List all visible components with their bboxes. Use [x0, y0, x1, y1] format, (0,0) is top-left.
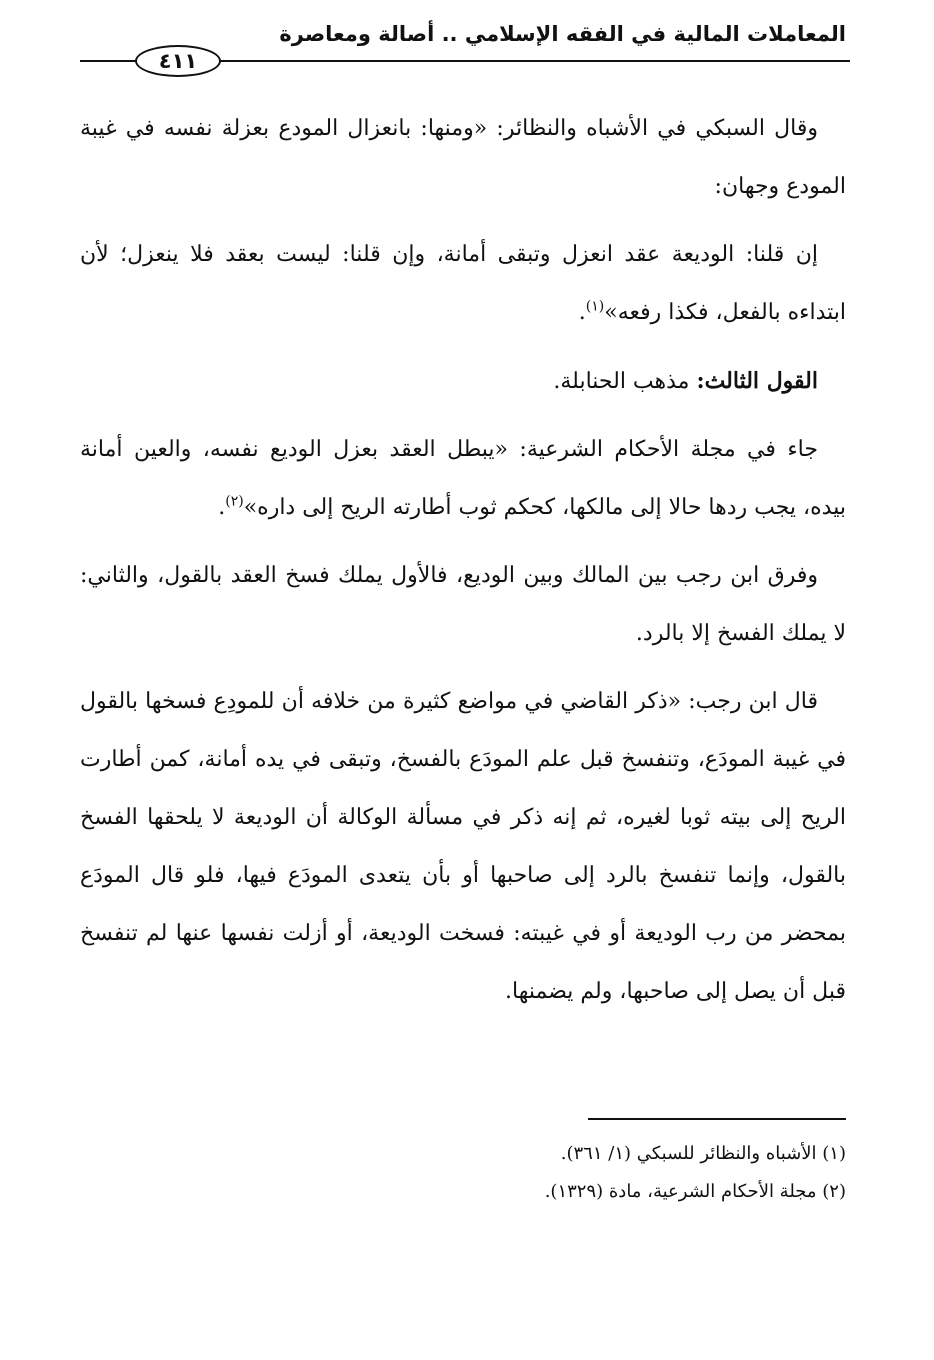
paragraph-wadiah: [80, 226, 846, 342]
running-header-title: المعاملات المالية في الفقه الإسلامي .. أصالة ومعاصرة: [279, 22, 846, 46]
paragraph-wadiah-text: إن قلنا: الوديعة عقد انعزل وتبقى أمانة، وإن قلنا: ليست بعقد فلا ينعزل؛ لأن ابتداءه بالفعل، فكذا رفعه»: [80, 242, 846, 325]
footnote-2: (٢) مجلة الأحكام الشرعية، مادة (١٣٢٩).: [544, 1181, 846, 1202]
body-text: [80, 100, 846, 1031]
footnote-1: (١) الأشباه والنظائر للسبكي (١/ ٣٦١).: [560, 1143, 846, 1164]
page-number: ٤١١: [135, 45, 221, 77]
third-opinion-text: مذهب الحنابلة.: [553, 369, 697, 394]
footnote-ref-2: (٢): [225, 493, 244, 510]
paragraph-majalla-text: جاء في مجلة الأحكام الشرعية: «يبطل العقد بعزل الوديع نفسه، والعين أمانة بيده، يجب ردها حالا إلى مالكها، كحكم ثوب أطارته الريح إلى داره»: [80, 437, 846, 520]
paragraph-majalla: [80, 421, 846, 537]
footnotes: [80, 1135, 846, 1211]
paragraph-majalla-end: .: [218, 495, 226, 520]
footnote-ref-1: (١): [585, 298, 605, 315]
paragraph-wadiah-end: .: [578, 300, 586, 325]
footnote-rule: [588, 1118, 846, 1120]
paragraph-ibn-rajab-distinction: وفرق ابن رجب بين المالك وبين الوديع، فالأول يملك فسخ العقد بالقول، والثاني: لا يملك الفسخ إلا بالرد.: [80, 563, 846, 646]
paragraph-ibn-rajab-quote: قال ابن رجب: «ذكر القاضي في مواضع كثيرة من خلافه أن للمودِع فسخها بالقول في غيبة المودَع، وتنفسخ قبل علم المودَع بالفسخ، وتبقى في يده أمانة، كمن أطارت الريح إلى بيته ثوبا لغيره، ثم إنه ذكر في مسألة الوكالة أن الوديعة لا يلحقها الفسخ بالقول، وإنما تنفسخ بالرد إلى صاحبها أو بأن يتعدى المودَع فيها، فلو قال المودَع بمحضر من رب الوديعة أو في غيبته: فسخت الوديعة، أو أزلت نفسها عنها لم تنفسخ قبل أن يصل إلى صاحبها، ولم يضمنها.: [80, 689, 846, 1004]
third-opinion-heading: القول الثالث:: [696, 368, 818, 394]
paragraph-third-opinion: [80, 352, 846, 411]
paragraph-subki: وقال السبكي في الأشباه والنظائر: «ومنها: بانعزال المودع بعزلة نفسه في غيبة المودع وجهان:: [80, 116, 846, 199]
